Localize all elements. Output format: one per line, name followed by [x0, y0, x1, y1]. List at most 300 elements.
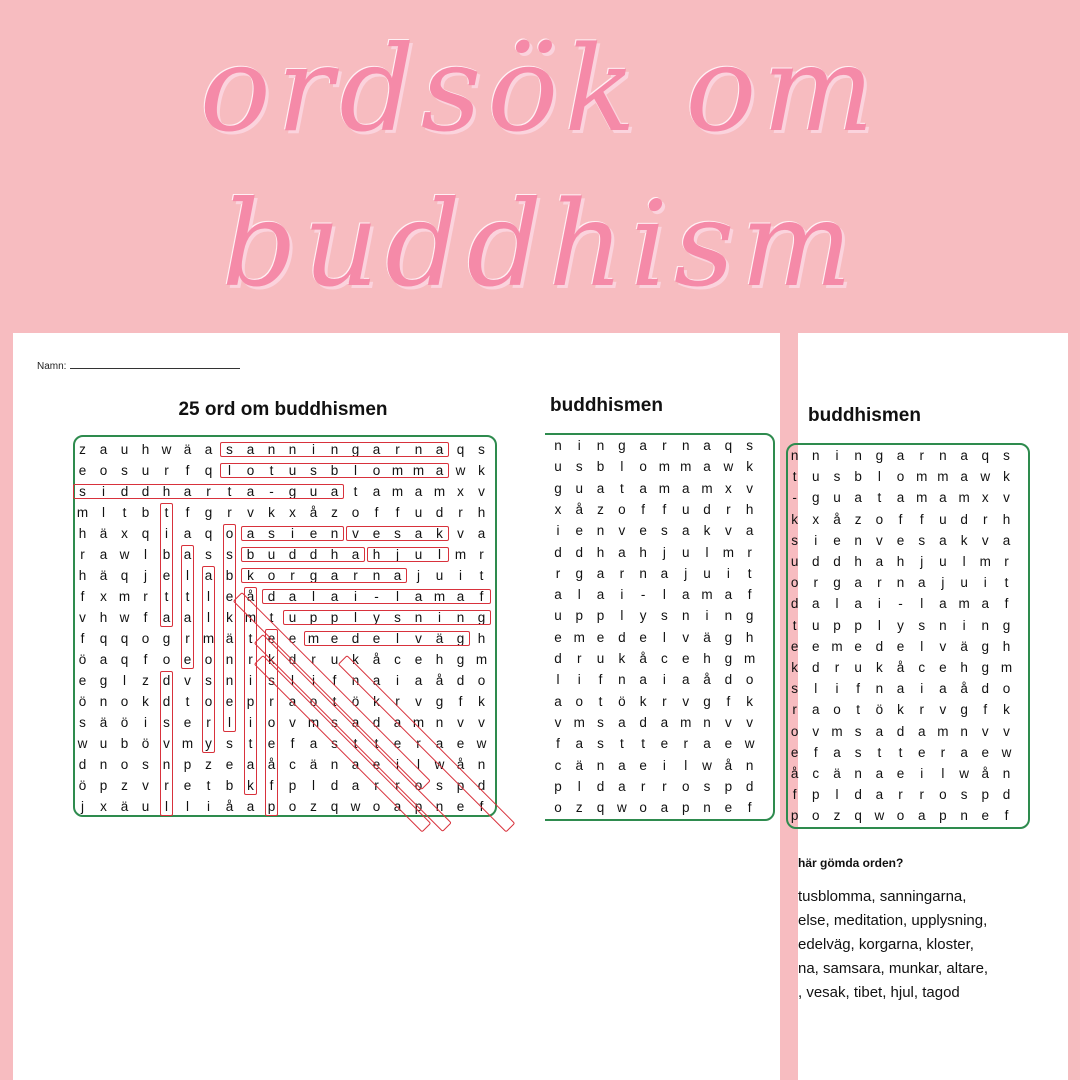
grid-letter: n	[435, 799, 444, 814]
grid-letter: f	[143, 610, 148, 625]
grid-letter: v	[289, 715, 296, 730]
grid-letter: e	[456, 799, 465, 814]
grid-letter: k	[247, 778, 254, 793]
grid-letter: v	[618, 523, 626, 539]
word-list-line: , vesak, tibet, hjul, tagod	[798, 984, 960, 1001]
grid-letter: o	[477, 673, 486, 688]
grid-letter: a	[854, 596, 862, 612]
word-list	[798, 885, 988, 1005]
grid-letter: l	[417, 757, 420, 772]
grid-row	[784, 721, 1017, 742]
grid-letter: m	[181, 736, 194, 751]
grid-letter: f	[80, 631, 85, 646]
grid-letter: j	[684, 565, 688, 581]
grid-letter: ä	[703, 629, 711, 645]
grid-letter: n	[288, 442, 297, 457]
grid-letter: g	[981, 638, 990, 654]
grid-letter: a	[917, 723, 926, 739]
grid-letter: e	[790, 638, 799, 654]
grid-letter: z	[331, 505, 338, 520]
grid-letter: -	[640, 587, 646, 603]
grid-letter: m	[958, 596, 970, 612]
grid-row	[784, 530, 1017, 551]
grid-letter: a	[703, 459, 711, 475]
grid-letter: h	[960, 660, 968, 675]
grid-letter: l	[396, 631, 399, 646]
found-word-highlight	[223, 524, 236, 732]
found-word-highlight	[241, 526, 344, 541]
grid-letter: f	[792, 787, 797, 803]
grid-letter: o	[833, 702, 841, 718]
grid-letter: ä	[435, 631, 444, 646]
grid-letter: e	[183, 778, 192, 793]
grid-letter: t	[206, 778, 211, 793]
grid-letter: p	[939, 808, 947, 824]
grid-letter: n	[745, 757, 754, 773]
grid-letter: h	[477, 631, 486, 646]
grid-letter: i	[207, 799, 210, 814]
grid-letter: f	[290, 736, 295, 751]
word-list-line: edelväg, korgarna, kloster,	[798, 936, 974, 953]
grid-letter: a	[456, 589, 465, 604]
grid-letter: c	[394, 652, 401, 667]
grid-letter: m	[937, 723, 949, 739]
grid-letter: x	[289, 505, 296, 520]
grid-letter: r	[185, 631, 190, 646]
grid-letter: u	[812, 617, 820, 633]
grid-letter: ä	[225, 631, 234, 646]
grid-letter: k	[352, 652, 359, 667]
grid-letter: l	[207, 610, 210, 625]
grid-letter: a	[596, 587, 605, 603]
grid-letter: i	[556, 523, 560, 539]
grid-letter: k	[639, 693, 647, 709]
grid-letter: g	[288, 484, 297, 499]
grid-letter: å	[833, 511, 841, 527]
grid-letter: ö	[120, 715, 129, 730]
grid-letter: l	[705, 544, 709, 560]
grid-letter: å	[896, 660, 905, 675]
grid-letter: i	[877, 596, 881, 612]
grid-letter: m	[307, 715, 320, 730]
grid-letter: l	[920, 596, 924, 612]
grid-letter: e	[554, 629, 562, 645]
word-grid	[528, 433, 775, 821]
grid-letter: m	[743, 651, 756, 666]
grid-letter: e	[681, 651, 690, 666]
grid-letter: o	[681, 778, 690, 794]
grid-letter: a	[575, 736, 583, 752]
grid-row	[784, 636, 1017, 657]
grid-letter: s	[310, 463, 317, 478]
grid-letter: m	[475, 652, 488, 667]
grid-letter: r	[940, 744, 946, 760]
grid-letter: p	[833, 617, 841, 633]
grid-letter: l	[577, 587, 581, 603]
grid-row	[72, 754, 492, 775]
grid-letter: a	[204, 568, 213, 583]
grid-row	[784, 699, 1017, 720]
grid-letter: i	[620, 587, 624, 603]
grid-letter: å	[309, 505, 318, 520]
grid-letter: e	[724, 800, 733, 816]
grid-letter: n	[225, 652, 234, 667]
grid-letter: s	[1003, 448, 1010, 463]
grid-letter: m	[76, 505, 89, 520]
grid-letter: t	[353, 736, 358, 751]
grid-letter: ä	[575, 757, 583, 773]
grid-letter: r	[919, 702, 924, 718]
grid-letter: a	[724, 587, 733, 603]
grid-letter: n	[875, 681, 884, 697]
grid-letter: n	[99, 694, 108, 709]
grid-letter: r	[269, 694, 274, 709]
grid-row	[784, 657, 1017, 678]
grid-letter: b	[120, 736, 129, 751]
grid-letter: o	[939, 787, 947, 803]
grid-letter: f	[662, 501, 667, 517]
grid-letter: c	[289, 757, 296, 772]
grid-letter: d	[456, 673, 465, 688]
grid-letter: e	[639, 629, 647, 645]
grid-letter: f	[556, 736, 560, 752]
grid-letter: o	[267, 568, 276, 583]
grid-letter: s	[268, 673, 275, 688]
grid-letter: k	[268, 652, 275, 667]
grid-letter: z	[79, 442, 86, 457]
grid-letter: m	[680, 459, 692, 475]
grid-letter: ö	[875, 702, 884, 718]
grid-letter: k	[746, 693, 753, 709]
grid-letter: a	[660, 714, 669, 730]
grid-letter: i	[705, 608, 709, 624]
grid-letter: n	[414, 442, 423, 457]
grid-letter: n	[414, 610, 423, 625]
grid-letter: t	[619, 480, 624, 496]
grid-letter: v	[746, 714, 753, 730]
grid-letter: s	[331, 736, 338, 751]
grid-letter: w	[119, 610, 130, 625]
grid-letter: a	[99, 442, 108, 457]
grid-letter: å	[372, 652, 381, 667]
grid-letter: p	[330, 610, 339, 625]
grid-letter: k	[703, 523, 711, 539]
grid-letter: l	[102, 505, 105, 520]
name-label: Namn:	[37, 361, 67, 372]
grid-letter: n	[99, 757, 108, 772]
grid-letter: r	[395, 694, 400, 709]
grid-letter: a	[393, 568, 402, 583]
grid-letter: e	[596, 629, 605, 645]
grid-letter: n	[267, 442, 276, 457]
grid-letter: v	[415, 694, 422, 709]
grid-letter: o	[896, 808, 905, 824]
grid-letter: u	[330, 652, 339, 667]
grid-letter: r	[458, 505, 463, 520]
grid-letter: o	[120, 757, 129, 772]
grid-letter: u	[309, 484, 318, 499]
grid-letter: å	[724, 757, 733, 773]
grid-letter: å	[225, 799, 234, 814]
grid-letter: o	[618, 501, 626, 517]
found-word-highlight	[241, 568, 407, 583]
grid-letter: v	[352, 526, 359, 541]
grid-letter: m	[658, 459, 671, 475]
grid-letter: p	[681, 800, 690, 816]
grid-letter: e	[833, 532, 841, 548]
grid-letter: s	[205, 673, 212, 688]
grid-letter: h	[1002, 511, 1011, 527]
grid-letter: v	[457, 526, 464, 541]
grid-letter: l	[438, 547, 441, 562]
grid-letter: a	[681, 523, 690, 539]
grid-letter: s	[79, 715, 86, 730]
grid-letter: c	[918, 660, 926, 675]
grid-letter: n	[981, 617, 990, 633]
grid-letter: p	[596, 608, 605, 624]
grid-letter: z	[854, 511, 862, 527]
grid-letter: a	[99, 652, 108, 667]
grid-letter: c	[554, 757, 562, 773]
grid-letter: f	[598, 672, 603, 688]
grid-letter: ö	[78, 694, 87, 709]
grid-letter: n	[596, 523, 605, 539]
grid-letter: j	[662, 544, 666, 560]
grid-letter: s	[960, 787, 968, 803]
grid-letter: s	[268, 526, 275, 541]
grid-letter: l	[186, 568, 189, 583]
grid-letter: e	[225, 694, 234, 709]
grid-letter: o	[351, 505, 360, 520]
grid-letter: a	[854, 575, 862, 591]
grid-letter: z	[597, 501, 604, 517]
grid-letter: i	[835, 681, 839, 697]
grid-letter: s	[854, 723, 862, 739]
grid-letter: t	[479, 568, 484, 583]
grid-letter: d	[812, 660, 820, 675]
grid-letter: a	[414, 484, 423, 499]
grid-letter: r	[576, 651, 582, 666]
grid-letter: m	[958, 490, 970, 506]
grid-letter: k	[960, 532, 968, 548]
grid-letter: e	[812, 638, 820, 654]
found-word-highlight	[241, 547, 365, 562]
grid-letter: w	[119, 547, 130, 562]
grid-row	[526, 605, 760, 626]
grid-letter: -	[374, 589, 379, 604]
grid-letter: s	[661, 608, 668, 624]
grid-letter: u	[554, 608, 562, 624]
grid-letter: å	[246, 589, 255, 604]
grid-letter: x	[724, 480, 732, 496]
grid-letter: a	[414, 589, 423, 604]
grid-letter: m	[202, 631, 215, 646]
grid-letter: d	[981, 681, 990, 697]
grid-letter: t	[332, 694, 337, 709]
grid-letter: w	[1001, 744, 1012, 760]
grid-letter: ä	[833, 766, 841, 781]
grid-letter: w	[616, 800, 627, 816]
grid-letter: a	[639, 672, 647, 688]
grid-letter: n	[812, 448, 820, 463]
grid-letter: a	[745, 523, 754, 539]
grid-letter: a	[596, 565, 605, 581]
hidden-words-question: här gömda orden?	[798, 856, 904, 870]
grid-letter: h	[99, 610, 108, 625]
grid-row	[784, 805, 1017, 826]
grid-letter: e	[639, 757, 647, 773]
grid-letter: r	[919, 787, 924, 803]
grid-letter: a	[939, 681, 947, 697]
grid-letter: a	[618, 714, 626, 730]
grid-letter: r	[877, 575, 882, 591]
grid-letter: n	[939, 448, 947, 463]
grid-letter: a	[939, 532, 947, 548]
grid-letter: e	[790, 744, 799, 760]
grid-letter: i	[249, 673, 252, 688]
grid-letter: s	[661, 523, 668, 539]
grid-letter: y	[897, 617, 904, 633]
grid-letter: l	[962, 554, 966, 569]
grid-letter: w	[455, 463, 466, 478]
word-list-line: tusblomma, sanningarna,	[798, 888, 967, 905]
grid-letter: a	[351, 757, 360, 772]
grid-letter: a	[351, 778, 360, 793]
grid-letter: k	[268, 505, 275, 520]
grid-letter: m	[307, 631, 320, 646]
grid-letter: n	[372, 568, 381, 583]
grid-letter: q	[99, 631, 108, 646]
grid-letter: a	[393, 715, 402, 730]
grid-letter: e	[267, 631, 276, 646]
grid-letter: d	[435, 505, 444, 520]
grid-letter: a	[981, 596, 990, 612]
grid-letter: d	[812, 554, 820, 569]
grid-letter: q	[204, 526, 213, 541]
grid-letter: f	[143, 652, 148, 667]
grid-letter: m	[979, 554, 991, 569]
grid-letter: å	[267, 757, 276, 772]
grid-letter: a	[477, 526, 486, 541]
grid-letter: q	[120, 652, 129, 667]
grid-letter: h	[596, 544, 605, 560]
grid-letter: u	[854, 660, 862, 675]
grid-letter: b	[246, 547, 255, 562]
grid-letter: k	[436, 526, 443, 541]
grid-letter: g	[960, 702, 968, 718]
grid-row	[784, 509, 1017, 530]
grid-row	[784, 572, 1017, 593]
found-word-highlight	[160, 503, 173, 627]
grid-letter: t	[792, 469, 797, 485]
grid-letter: b	[225, 568, 234, 583]
grid-letter: a	[372, 673, 381, 688]
grid-letter: å	[960, 681, 968, 697]
grid-letter: w	[161, 442, 172, 457]
grid-letter: h	[162, 484, 171, 499]
grid-letter: e	[183, 715, 192, 730]
grid-letter: r	[353, 568, 358, 583]
grid-letter: a	[309, 736, 318, 751]
grid-letter: o	[372, 799, 381, 814]
grid-letter: n	[790, 448, 799, 463]
grid-letter: w	[350, 799, 361, 814]
grid-letter: s	[226, 442, 233, 457]
grid-letter: u	[414, 505, 423, 520]
grid-letter: r	[206, 715, 211, 730]
grid-row	[526, 755, 760, 776]
grid-letter: l	[662, 587, 666, 603]
grid-row	[526, 499, 760, 520]
grid-letter: t	[898, 744, 903, 760]
grid-letter: f	[1004, 596, 1009, 612]
grid-letter: r	[395, 778, 400, 793]
grid-letter: r	[227, 505, 232, 520]
grid-letter: p	[575, 608, 583, 624]
found-word-highlight	[220, 442, 449, 457]
word-list-line: na, samsara, munkar, altare,	[798, 960, 989, 977]
grid-letter: d	[833, 554, 841, 569]
word-grid	[786, 443, 1030, 829]
grid-row	[784, 445, 1017, 466]
grid-letter: a	[896, 681, 905, 697]
grid-letter: o	[639, 459, 647, 475]
grid-letter: t	[747, 565, 752, 581]
grid-row	[784, 678, 1017, 699]
grid-letter: i	[165, 526, 168, 541]
grid-letter: f	[983, 702, 988, 718]
grid-letter: u	[790, 554, 799, 569]
worksheet-title: 25 ord om buddhismen	[178, 399, 388, 420]
grid-letter: m	[937, 469, 949, 485]
grid-letter: a	[246, 757, 255, 772]
found-word-highlight	[220, 463, 449, 478]
grid-letter: x	[812, 511, 820, 527]
grid-letter: j	[396, 547, 399, 562]
grid-letter: a	[960, 744, 968, 760]
found-word-highlight	[346, 526, 449, 541]
grid-letter: e	[267, 736, 276, 751]
grid-letter: n	[554, 438, 562, 453]
grid-letter: t	[164, 505, 169, 520]
grid-letter: a	[414, 673, 423, 688]
grid-letter: å	[575, 501, 583, 517]
grid-letter: g	[456, 631, 465, 646]
grid-row	[526, 435, 760, 456]
grid-letter: g	[99, 673, 108, 688]
grid-letter: o	[745, 672, 754, 688]
grid-letter: q	[120, 568, 129, 583]
grid-letter: p	[288, 778, 297, 793]
cover-title-line-1: ordsök om	[199, 20, 881, 158]
grid-letter: s	[478, 442, 485, 457]
grid-letter: i	[577, 672, 581, 688]
grid-letter: r	[248, 652, 253, 667]
grid-letter: l	[814, 681, 818, 697]
found-word-highlight	[367, 547, 449, 562]
grid-letter: h	[745, 501, 754, 517]
grid-row	[526, 456, 760, 477]
grid-row	[526, 563, 760, 584]
grid-letter: w	[702, 757, 712, 773]
grid-letter: r	[143, 589, 148, 604]
grid-letter: l	[144, 547, 147, 562]
grid-letter: n	[477, 757, 486, 772]
grid-letter: a	[183, 526, 192, 541]
grid-letter: s	[597, 714, 604, 730]
grid-letter: g	[833, 575, 841, 591]
grid-letter: f	[479, 589, 484, 604]
